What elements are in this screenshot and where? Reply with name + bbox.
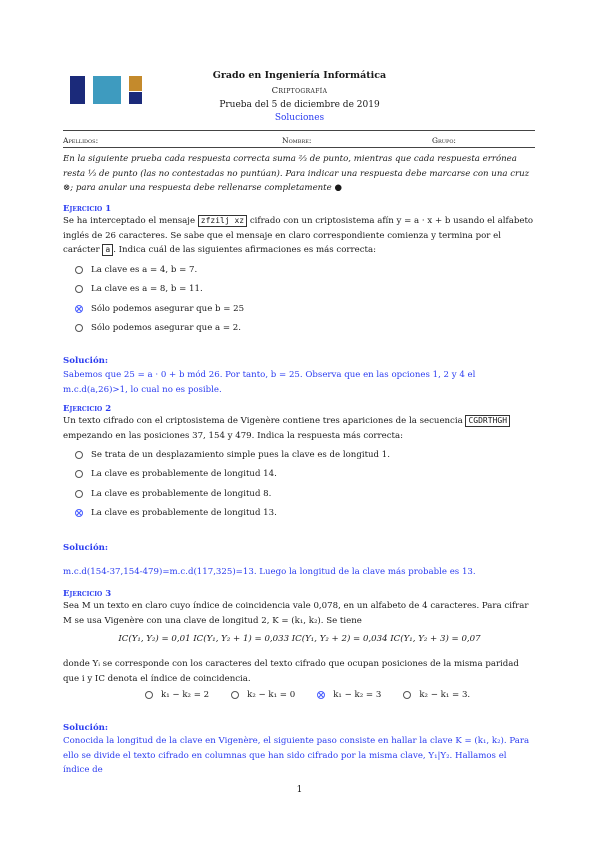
radio-cross-icon[interactable] xyxy=(75,305,83,313)
ex3-options xyxy=(145,690,545,700)
ex2-option-4[interactable] xyxy=(75,508,277,518)
ex3-option-1[interactable] xyxy=(145,690,209,700)
option-label: k₂ − k₁ = 3. xyxy=(419,690,471,700)
option-label: Sólo podemos asegurar que b = 25 xyxy=(91,304,245,314)
ciphertext-box: zfzilj xz xyxy=(198,215,247,227)
option-label: La clave es probablemente de longitud 8. xyxy=(91,489,272,499)
ex2-option-1[interactable] xyxy=(75,450,390,460)
name-field-label: Nombre: xyxy=(282,136,312,145)
exercise-1-title: Ejercicio 1 xyxy=(63,204,112,214)
option-label: La clave es a = 4, b = 7. xyxy=(91,265,198,275)
radio-empty-icon[interactable] xyxy=(231,691,239,699)
radio-empty-icon[interactable] xyxy=(75,490,83,498)
ex2-solution-text: m.c.d(154-37,154-479)=m.c.d(117,325)=13. Luego la longitud de la clave más probable es 13. xyxy=(63,567,476,577)
ex1-text-a: Se ha interceptado el mensaje xyxy=(63,216,196,226)
ex2-text-a: Un texto cifrado con el criptosistema de Vigenère contiene tres apariciones de la secuencia xyxy=(63,416,463,426)
ex3-option-3[interactable] xyxy=(317,690,381,700)
ex1-solution-text: Sabemos que 25 = a · 0 + b mód 26. Por tanto, b = 25. Observa que en las opciones 1, 2 y 4 el m.c.d(a,26)>1, lo cual no es posible. xyxy=(63,370,476,395)
radio-cross-icon[interactable] xyxy=(75,509,83,517)
ex3-option-2[interactable] xyxy=(231,690,295,700)
ex1-text-c: . Indica cuál de las siguientes afirmaciones es más correcta: xyxy=(113,245,376,255)
top-rule xyxy=(63,130,535,131)
option-label: k₁ − k₂ = 3 xyxy=(333,690,382,700)
radio-cross-icon[interactable] xyxy=(317,691,325,699)
fields-rule xyxy=(63,147,535,148)
option-label: Se trata de un desplazamiento simple pues la clave es de longitud 1. xyxy=(91,450,390,460)
radio-empty-icon[interactable] xyxy=(75,470,83,478)
radio-empty-icon[interactable] xyxy=(145,691,153,699)
option-label: La clave es a = 8, b = 11. xyxy=(91,284,203,294)
group-field-label: Grupo: xyxy=(432,136,456,145)
ex1-option-3[interactable] xyxy=(75,304,244,314)
sequence-box: CGDRTHGH xyxy=(465,415,510,427)
option-label: k₂ − k₁ = 0 xyxy=(247,690,296,700)
radio-empty-icon[interactable] xyxy=(75,285,83,293)
page-number: 1 xyxy=(296,785,303,795)
ex2-text-b: empezando en las posiciones 37, 154 y 479. Indica la respuesta más correcta: xyxy=(63,430,403,441)
ex2-option-3[interactable] xyxy=(75,489,271,499)
ex3-solution-title: Solución: xyxy=(63,723,109,733)
subject-title: Criptografía xyxy=(271,86,328,96)
radio-empty-icon[interactable] xyxy=(403,691,411,699)
option-label: Sólo podemos asegurar que a = 2. xyxy=(91,323,242,333)
exercise-3-statement: Sea M un texto en claro cuyo índice de coincidencia vale 0,078, en un alfabeto de 4 caracteres. Para cifrar M se usa Vigenère con una clave de longitud 2, K = (k₁, k₂). Se tiene xyxy=(63,601,529,626)
ex3-option-4[interactable] xyxy=(403,690,470,700)
option-label: k₁ − k₂ = 2 xyxy=(161,690,210,700)
option-label: La clave es probablemente de longitud 14. xyxy=(91,469,277,479)
radio-empty-icon[interactable] xyxy=(75,324,83,332)
instructions: En la siguiente prueba cada respuesta correcta suma ⅔ de punto, mientras que cada respuesta errónea resta ⅓ de punto (las no contestadas no puntúan). Para indicar una respuesta debe marcarse con una cruz ⊗; para anular una respuesta debe rellenarse completamente ● xyxy=(63,154,530,193)
char-box: a xyxy=(102,244,113,256)
exercise-3-title: Ejercicio 3 xyxy=(63,589,112,599)
exercise-2-statement xyxy=(63,414,535,443)
ex1-text-b: cifrado con un criptosistema afín y = a · x + b usando el alfabeto inglés de 26 caracteres. Se sabe que el mensaje en claro correspondiente comienza y termina por el carácter xyxy=(63,216,534,255)
ex1-option-2[interactable] xyxy=(75,284,203,294)
option-label: La clave es probablemente de longitud 13. xyxy=(91,508,277,518)
radio-empty-icon[interactable] xyxy=(75,266,83,274)
ex2-solution-title: Solución: xyxy=(63,543,109,553)
exercise-2-title: Ejercicio 2 xyxy=(63,404,112,414)
surname-field-label: Apellidos: xyxy=(63,136,99,145)
radio-empty-icon[interactable] xyxy=(75,451,83,459)
exam-date: Prueba del 5 de diciembre de 2019 xyxy=(219,100,380,110)
exercise-1-statement xyxy=(63,214,535,258)
solutions-heading: Soluciones xyxy=(274,113,325,123)
ex1-option-1[interactable] xyxy=(75,265,197,275)
ex2-option-2[interactable] xyxy=(75,469,277,479)
ex1-solution-title: Solución: xyxy=(63,356,109,366)
ic-formula: IC(Y₁, Y₂) = 0,01 IC(Y₁, Y₂ + 1) = 0,033 IC(Y₁, Y₂ + 2) = 0,034 IC(Y₁, Y₂ + 3) = 0,07 xyxy=(118,634,481,644)
ex3-solution-text: Conocida la longitud de la clave en Vigenère, el siguiente paso consiste en hallar la clave K = (k₁, k₂). Para ello se divide el texto cifrado en columnas que han sido cifrado por la misma clave, Y₁|Y₂. Hallamos el índice de xyxy=(63,736,530,775)
degree-title: Grado en Ingeniería Informática xyxy=(212,70,387,81)
exercise-3-note: donde Yᵢ se corresponde con los caracteres del texto cifrado que ocupan posiciones de la misma paridad que i y IC denota el índice de coincidencia. xyxy=(63,659,519,684)
ex1-option-4[interactable] xyxy=(75,323,241,333)
